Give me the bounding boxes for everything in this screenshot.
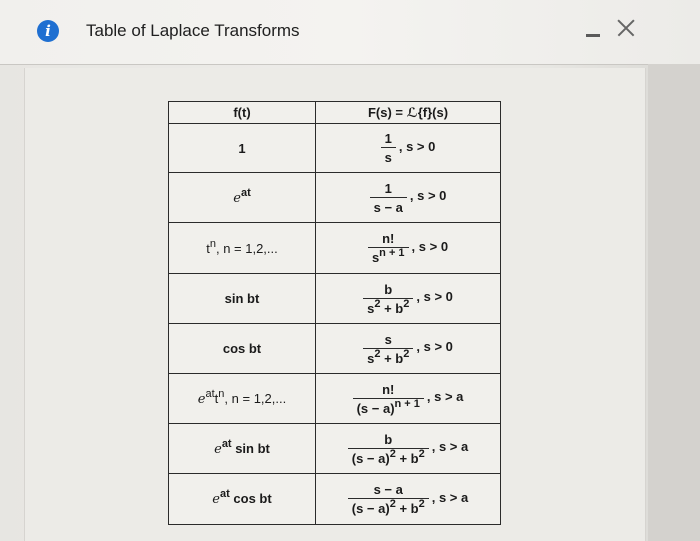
cell-f: $e^{at}t^n$, n = 1,2,... <box>169 374 316 424</box>
info-icon: i <box>37 20 59 42</box>
header-F-of-s: F(s) = ℒ{f}(s) <box>316 102 501 124</box>
table-row <box>169 274 501 324</box>
table-row <box>169 424 501 474</box>
fraction: $\frac{1}{s - a}$ <box>370 181 407 215</box>
cell-F: $\frac{b}{s^2 + b^2}$ , s > 0 <box>316 274 501 324</box>
table-row <box>169 124 501 173</box>
cell-f: $e^{at}$ cos bt <box>169 474 316 525</box>
cell-f: $e^{at}$ <box>169 173 316 223</box>
fraction: $\frac{b}{(s - a)^2 + b^2}$ <box>348 432 429 466</box>
table-row <box>169 374 501 424</box>
cell-f: $t^n$, n = 1,2,... <box>169 223 316 274</box>
cell-F: $\frac{b}{(s - a)^2 + b^2}$ , s > a <box>316 424 501 474</box>
cell-F: $\frac{n!}{s^{n + 1}}$ , s > 0 <box>316 223 501 274</box>
fraction: $\frac{s - a}{(s - a)^2 + b^2}$ <box>348 482 429 516</box>
window-title: Table of Laplace Transforms <box>86 21 300 40</box>
minimize-button[interactable] <box>580 24 610 46</box>
close-button[interactable] <box>614 16 638 40</box>
cell-f: 1 <box>169 124 316 173</box>
cell-f: cos bt <box>169 324 316 374</box>
fraction: $\frac{n!}{s^{n + 1}}$ <box>368 231 409 265</box>
cell-F: $\frac{n!}{(s - a)^{n + 1}}$ , s > a <box>316 374 501 424</box>
title-bar <box>0 0 700 65</box>
table-row <box>169 173 501 223</box>
fraction: $\frac{1}{s}$ <box>381 131 396 165</box>
laplace-table <box>168 101 501 525</box>
table-row <box>169 223 501 274</box>
fraction: $\frac{b}{s^2 + b^2}$ <box>363 282 413 316</box>
cell-f: $e^{at}$ sin bt <box>169 424 316 474</box>
table-header-row <box>169 102 501 124</box>
cell-f: sin bt <box>169 274 316 324</box>
cell-F: $\frac{1}{s}$ , s > 0 <box>316 124 501 173</box>
minimize-icon <box>586 34 600 37</box>
fraction: $\frac{n!}{(s - a)^{n + 1}}$ <box>353 382 424 416</box>
window-edge <box>648 64 700 541</box>
cell-F: $\frac{s - a}{(s - a)^2 + b^2}$ , s > a <box>316 474 501 525</box>
cell-F: $\frac{s}{s^2 + b^2}$ , s > 0 <box>316 324 501 374</box>
fraction: $\frac{s}{s^2 + b^2}$ <box>363 332 413 366</box>
cell-F: $\frac{1}{s - a}$ , s > 0 <box>316 173 501 223</box>
table-row <box>169 474 501 525</box>
header-f-of-t: f(t) <box>169 102 316 124</box>
table-row <box>169 324 501 374</box>
